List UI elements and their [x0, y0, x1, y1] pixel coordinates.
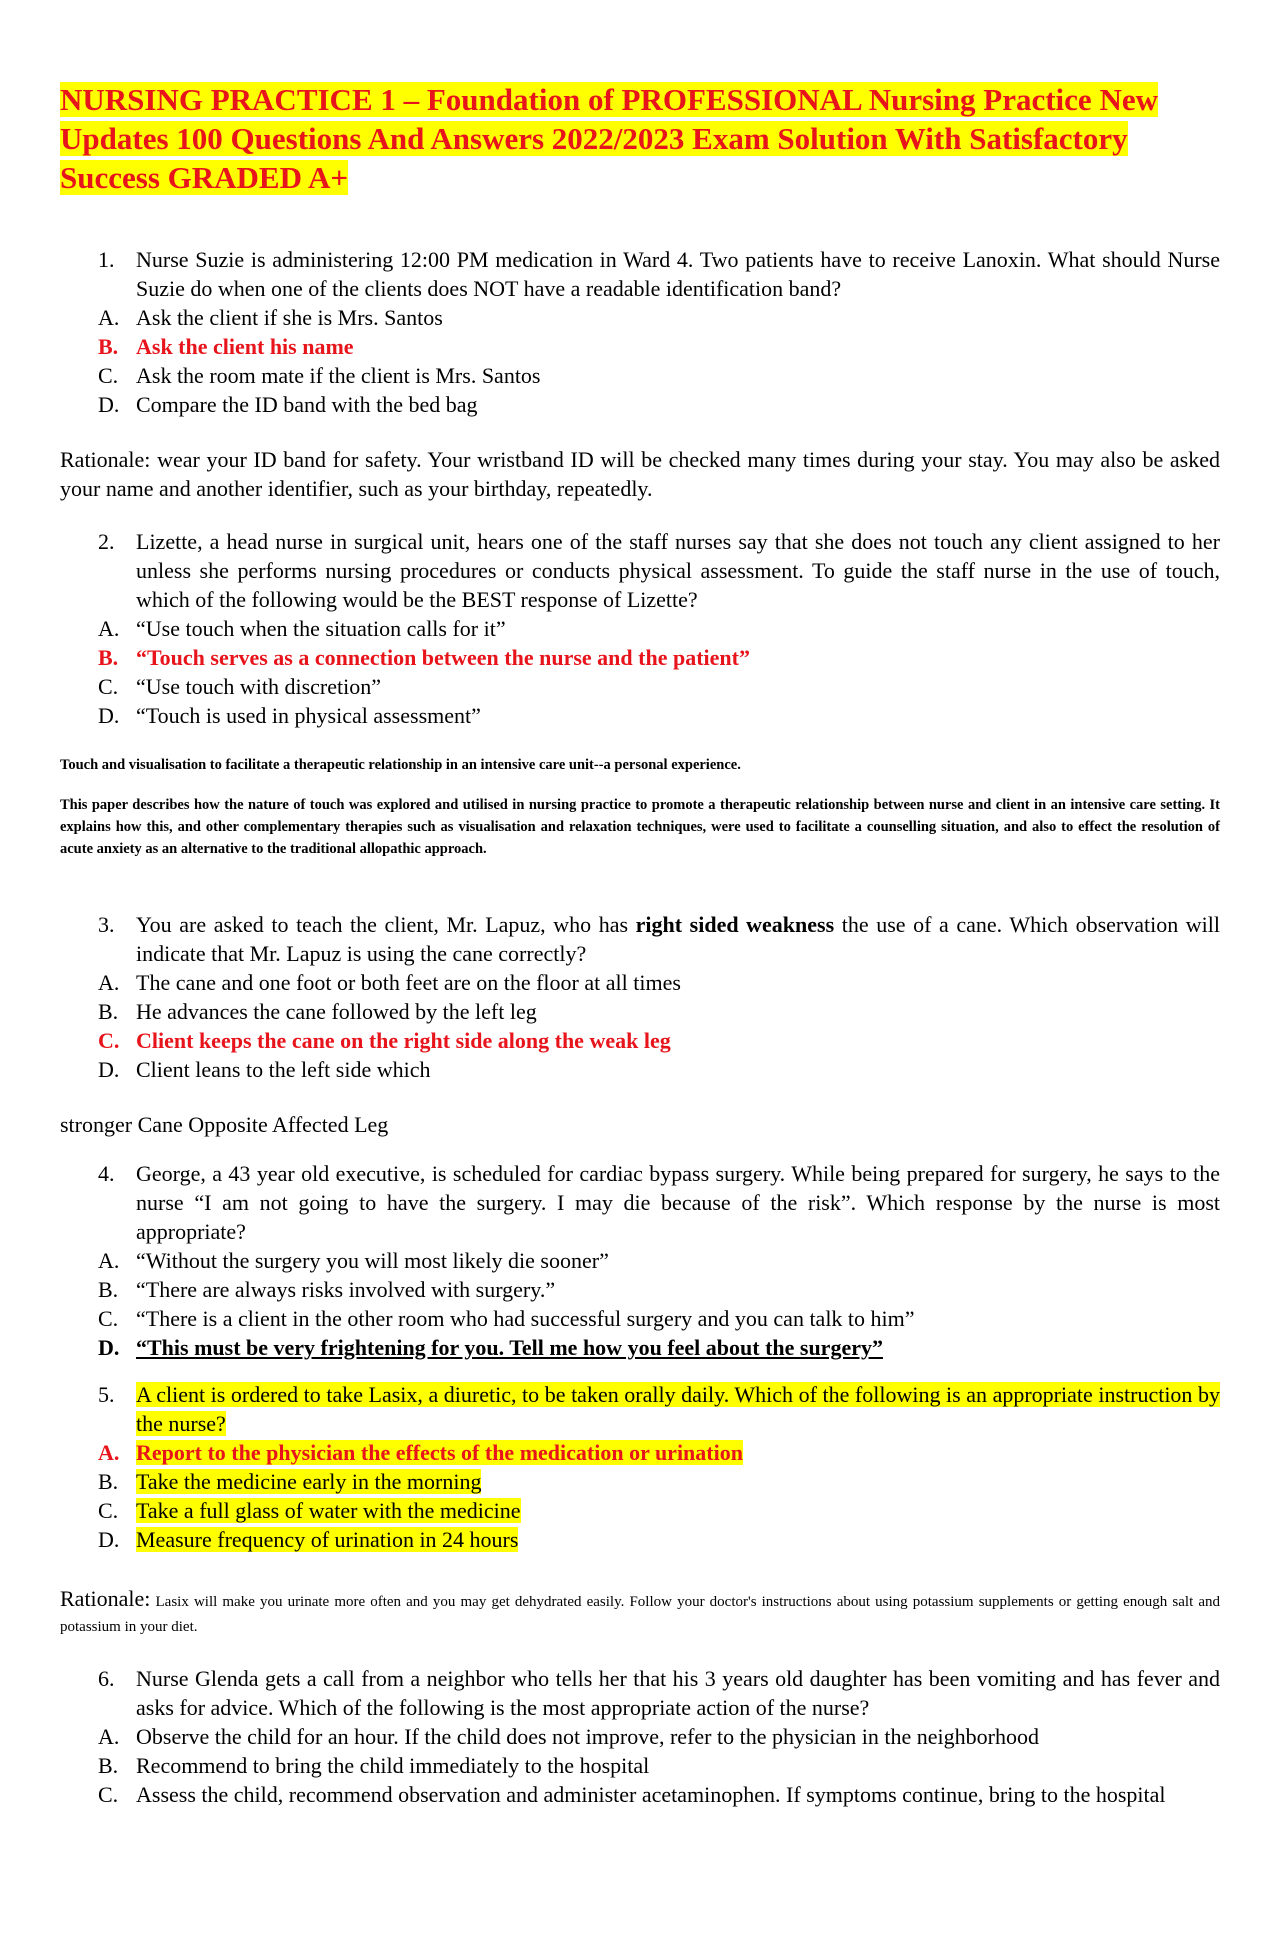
q4-option-b: B. “There are always risks involved with surgery.”	[98, 1277, 556, 1302]
question-2: 2. Lizette, a head nurse in surgical unit, hears one of the staff nurses say that she does not touch any client assigned to her unless she performs nursing procedures or conducts physical assessment. To guide the staff nurse in the use of touch, which of the following would be the BEST response of Lizette? A. “Use touch when the situation calls for it” B. “Touch serves as a connection between the nurse and the patient” C. “Use touch with discretion” D. “Touch is used in physical assessment”	[98, 529, 1220, 728]
question-2-text: Lizette, a head nurse in surgical unit, hears one of the staff nurses say that she does not touch any client assigned to her unless she performs nursing procedures or conducts physical assessment. To guide the staff nurse in the use of touch, which of the following would be the BEST response of Lizette?	[136, 529, 1220, 612]
question-3: 3. You are asked to teach the client, Mr. Lapuz, who has right sided weakness the use of a cane. Which observation will indicate that Mr. Lapuz is using the cane correctly? A. The cane and one foot or both feet are on the floor at all times B. He advances the cane followed by the left leg C. Client keeps the cane on the right side along the weak leg D. Client leans to the left side which	[98, 912, 1221, 1082]
q5-option-c: C. Take a full glass of water with the medicine	[98, 1498, 521, 1523]
question-1: 1. Nurse Suzie is administering 12:00 PM medication in Ward 4. Two patients have to receive Lanoxin. What should Nurse Suzie do when one of the clients does NOT have a readable identification band? A. Ask the client if she is Mrs. Santos B. Ask the client his name C. Ask the room mate if the client is Mrs. Santos D. Compare the ID band with the bed bag	[98, 247, 1220, 417]
q1-option-a: A. Ask the client if she is Mrs. Santos	[98, 305, 443, 330]
q4-option-d-correct: D. “This must be very frightening for you. Tell me how you feel about the surgery”	[98, 1335, 883, 1360]
q4-option-a: A. “Without the surgery you will most likely die sooner”	[98, 1248, 609, 1273]
rationale-1: Rationale: wear your ID band for safety. Your wristband ID will be checked many times during your stay. You may also be asked your name and another identifier, such as your birthday, repeatedly.	[60, 447, 1220, 501]
q6-option-b: B. Recommend to bring the child immediately to the hospital	[98, 1753, 650, 1778]
q1-option-c: C. Ask the room mate if the client is Mrs. Santos	[98, 363, 541, 388]
q2-option-a: A. “Use touch when the situation calls for it”	[98, 616, 506, 641]
question-4: 4. George, a 43 year old executive, is scheduled for cardiac bypass surgery. While being prepared for surgery, he says to the nurse “I am not going to have the surgery. I may die because of the risk”. Which response by the nurse is most appropriate? A. “Without the surgery you will most likely die sooner” B. “There are always risks involved with surgery.” C. “There is a client in the other room who had successful surgery and you can talk to him” D. “This must be very frightening for you. Tell me how you feel about the surgery”	[98, 1161, 1220, 1360]
q4-option-c: C. “There is a client in the other room who had successful surgery and you can talk to him”	[98, 1306, 915, 1331]
question-5: 5. A client is ordered to take Lasix, a diuretic, to be taken orally daily. Which of the following is an appropriate instruction by the nurse? A. Report to the physician the effects of the medication or urination B. Take the medicine early in the morning C. Take a full glass of water with the medicine D. Measure frequency of urination in 24 hours	[98, 1382, 1220, 1552]
q6-option-c: C. Assess the child, recommend observation and administer acetaminophen. If symptoms continue, bring to the hospital	[98, 1782, 1166, 1807]
q2-option-d: D. “Touch is used in physical assessment”	[98, 703, 481, 728]
note-3: stronger Cane Opposite Affected Leg	[60, 1112, 389, 1137]
document-title: NURSING PRACTICE 1 – Foundation of PROFESSIONAL Nursing Practice New Updates 100 Questions And Answers 2022/2023 Exam Solution With Satisfactory Success GRADED A+	[60, 82, 1158, 195]
q2-option-b-correct: B. “Touch serves as a connection between the nurse and the patient”	[98, 645, 750, 670]
q5-option-a-correct: A. Report to the physician the effects of the medication or urination	[98, 1440, 743, 1465]
q2-option-c: C. “Use touch with discretion”	[98, 674, 381, 699]
q1-option-d: D. Compare the ID band with the bed bag	[98, 392, 478, 417]
right-sided-weakness: right sided weakness	[635, 912, 835, 937]
q3-option-c-correct: C. Client keeps the cane on the right side along the weak leg	[98, 1028, 671, 1053]
note-2-body: This paper describes how the nature of touch was explored and utilised in nursing practice to promote a therapeutic relationship between nurse and client in an intensive care setting. It explains how this, and other complementary therapies such as visualisation and relaxation techniques, were used to facilitate a counselling situation, and also to effect the resolution of acute anxiety as an alternative to the traditional allopathic approach.	[60, 797, 1220, 857]
question-1-text: Nurse Suzie is administering 12:00 PM medication in Ward 4. Two patients have to receive Lanoxin. What should Nurse Suzie do when one of the clients does NOT have a readable identification band?	[136, 247, 1220, 301]
q6-option-a: A. Observe the child for an hour. If the child does not improve, refer to the physician in the neighborhood	[98, 1724, 1039, 1749]
question-6: 6. Nurse Glenda gets a call from a neighbor who tells her that his 3 years old daughter has been vomiting and has fever and asks for advice. Which of the following is the most appropriate action of the nurse? A. Observe the child for an hour. If the child does not improve, refer to the physician in the neighborhood B. Recommend to bring the child immediately to the hospital C. Assess the child, recommend observation and administer acetaminophen. If symptoms continue, bring to the hospital	[98, 1666, 1220, 1807]
q5-option-b: B. Take the medicine early in the morning	[98, 1469, 482, 1494]
q3-option-a: A. The cane and one foot or both feet are on the floor at all times	[98, 970, 681, 995]
note-2-title: Touch and visualisation to facilitate a therapeutic relationship in an intensive care unit--a personal experience.	[60, 757, 741, 773]
q5-option-d: D. Measure frequency of urination in 24 hours	[98, 1527, 519, 1552]
question-4-text: George, a 43 year old executive, is scheduled for cardiac bypass surgery. While being prepared for surgery, he says to the nurse “I am not going to have the surgery. I may die because of the risk”. Which response by the nurse is most appropriate?	[136, 1161, 1220, 1244]
q3-option-d: D. Client leans to the left side which	[98, 1057, 431, 1082]
rationale-5: Rationale: Lasix will make you urinate more often and you may get dehydrated easily. Follow your doctor's instructions about using potassium supplements or getting enough salt and potassium in your diet.	[60, 1586, 1220, 1635]
q1-option-b-correct: B. Ask the client his name	[98, 334, 354, 359]
question-5-text: A client is ordered to take Lasix, a diuretic, to be taken orally daily. Which of the following is an appropriate instruction by the nurse?	[136, 1382, 1220, 1436]
question-6-text: Nurse Glenda gets a call from a neighbor who tells her that his 3 years old daughter has been vomiting and has fever and asks for advice. Which of the following is the most appropriate action of the nurse?	[136, 1666, 1220, 1720]
q3-option-b: B. He advances the cane followed by the left leg	[98, 999, 537, 1024]
